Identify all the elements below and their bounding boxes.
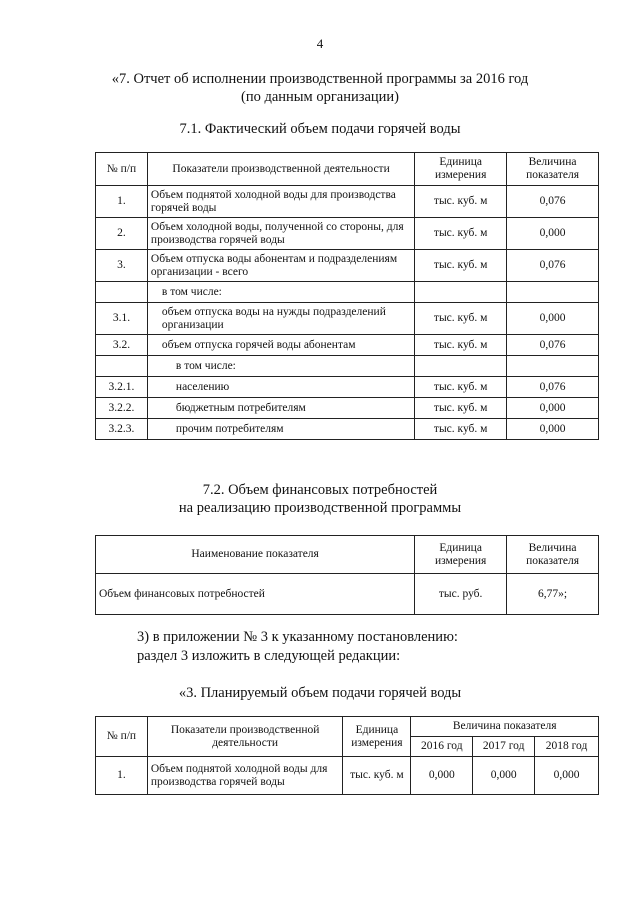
row-num bbox=[96, 282, 148, 303]
row-value-2017: 0,000 bbox=[473, 757, 535, 795]
row-name: Объем финансовых потребностей bbox=[96, 574, 415, 615]
table-row bbox=[96, 218, 599, 250]
row-indicator: Объем поднятой холодной воды для производства горячей воды bbox=[147, 186, 414, 218]
row-value: 0,000 bbox=[507, 419, 599, 440]
row-indicator: в том числе: bbox=[147, 282, 414, 303]
financial-needs-table bbox=[95, 535, 599, 615]
header-value: Величина показателя bbox=[507, 536, 599, 574]
amendment-line1: 3) в приложении № 3 к указанному постановлению: bbox=[137, 629, 458, 645]
header-indicator: Показатели производственной деятельности bbox=[147, 153, 414, 186]
section-heading-7-1: 7.1. Фактический объем подачи горячей воды bbox=[179, 121, 461, 137]
header-value: Величина показателя bbox=[507, 153, 599, 186]
row-unit: тыс. руб. bbox=[415, 574, 507, 615]
table-row bbox=[96, 398, 599, 419]
header-unit: Единица измерения bbox=[415, 153, 507, 186]
row-unit: тыс. куб. м bbox=[415, 303, 507, 335]
row-unit: тыс. куб. м bbox=[415, 218, 507, 250]
header-num: № п/п bbox=[96, 153, 148, 186]
header-unit: Единица измерения bbox=[415, 536, 507, 574]
row-num: 3. bbox=[96, 250, 148, 282]
header-year-2018: 2018 год bbox=[535, 737, 599, 757]
header-name: Наименование показателя bbox=[96, 536, 415, 574]
table-row bbox=[96, 419, 599, 440]
table-row bbox=[96, 303, 599, 335]
header-indicator: Показатели производственной деятельности bbox=[147, 717, 343, 757]
row-num: 3.2. bbox=[96, 335, 148, 356]
page-number: 4 bbox=[316, 36, 324, 51]
row-value: 0,076 bbox=[507, 186, 599, 218]
row-value: 0,000 bbox=[507, 218, 599, 250]
row-num: 2. bbox=[96, 218, 148, 250]
row-unit: тыс. куб. м bbox=[415, 377, 507, 398]
row-unit: тыс. куб. м bbox=[415, 250, 507, 282]
row-num: 3.2.2. bbox=[96, 398, 148, 419]
row-value bbox=[507, 356, 599, 377]
table-row bbox=[96, 356, 599, 377]
header-value-group: Величина показателя bbox=[411, 717, 599, 737]
table-row bbox=[96, 377, 599, 398]
table-row bbox=[96, 250, 599, 282]
row-unit bbox=[415, 356, 507, 377]
planned-hot-water-table bbox=[95, 716, 599, 795]
row-unit: тыс. куб. м bbox=[415, 335, 507, 356]
row-unit: тыс. куб. м bbox=[415, 398, 507, 419]
row-value: 6,77»; bbox=[507, 574, 599, 615]
table-row bbox=[96, 335, 599, 356]
main-heading-line2: (по данным организации) bbox=[240, 89, 399, 105]
table-row bbox=[96, 282, 599, 303]
row-unit: тыс. куб. м bbox=[415, 186, 507, 218]
row-value-2016: 0,000 bbox=[411, 757, 473, 795]
section-heading-7-2-line2: на реализацию производственной программы bbox=[178, 500, 462, 516]
row-value: 0,076 bbox=[507, 335, 599, 356]
row-value: 0,000 bbox=[507, 398, 599, 419]
header-year-2017: 2017 год bbox=[473, 737, 535, 757]
row-unit: тыс. куб. м bbox=[343, 757, 411, 795]
table-row bbox=[96, 757, 599, 795]
row-value: 0,076 bbox=[507, 250, 599, 282]
row-indicator: в том числе: bbox=[147, 356, 414, 377]
header-unit: Единица измерения bbox=[343, 717, 411, 757]
amendment-line2: раздел 3 изложить в следующей редакции: bbox=[137, 648, 401, 664]
row-num: 3.1. bbox=[96, 303, 148, 335]
row-num: 1. bbox=[96, 757, 148, 795]
row-value-2018: 0,000 bbox=[535, 757, 599, 795]
table-row bbox=[96, 574, 599, 615]
main-heading-line1: «7. Отчет об исполнении производственной программы за 2016 год bbox=[111, 71, 529, 87]
row-num bbox=[96, 356, 148, 377]
row-indicator: Объем холодной воды, полученной со стороны, для производства горячей воды bbox=[147, 218, 414, 250]
row-indicator: бюджетным потребителям bbox=[147, 398, 414, 419]
row-unit bbox=[415, 282, 507, 303]
row-value: 0,000 bbox=[507, 303, 599, 335]
row-indicator: населению bbox=[147, 377, 414, 398]
actual-hot-water-table bbox=[95, 152, 599, 440]
row-num: 3.2.3. bbox=[96, 419, 148, 440]
row-num: 1. bbox=[96, 186, 148, 218]
row-indicator: объем отпуска горячей воды абонентам bbox=[147, 335, 414, 356]
row-unit: тыс. куб. м bbox=[415, 419, 507, 440]
row-indicator: объем отпуска воды на нужды подразделений организации bbox=[147, 303, 414, 335]
header-num: № п/п bbox=[96, 717, 148, 757]
table-row bbox=[96, 186, 599, 218]
row-value bbox=[507, 282, 599, 303]
row-value: 0,076 bbox=[507, 377, 599, 398]
row-indicator: Объем отпуска воды абонентам и подразделениям организации - всего bbox=[147, 250, 414, 282]
row-indicator: прочим потребителям bbox=[147, 419, 414, 440]
section-heading-7-2-line1: 7.2. Объем финансовых потребностей bbox=[202, 482, 438, 498]
header-year-2016: 2016 год bbox=[411, 737, 473, 757]
row-num: 3.2.1. bbox=[96, 377, 148, 398]
row-indicator: Объем поднятой холодной воды для производства горячей воды bbox=[147, 757, 343, 795]
section-heading-3: «3. Планируемый объем подачи горячей воды bbox=[178, 685, 462, 701]
